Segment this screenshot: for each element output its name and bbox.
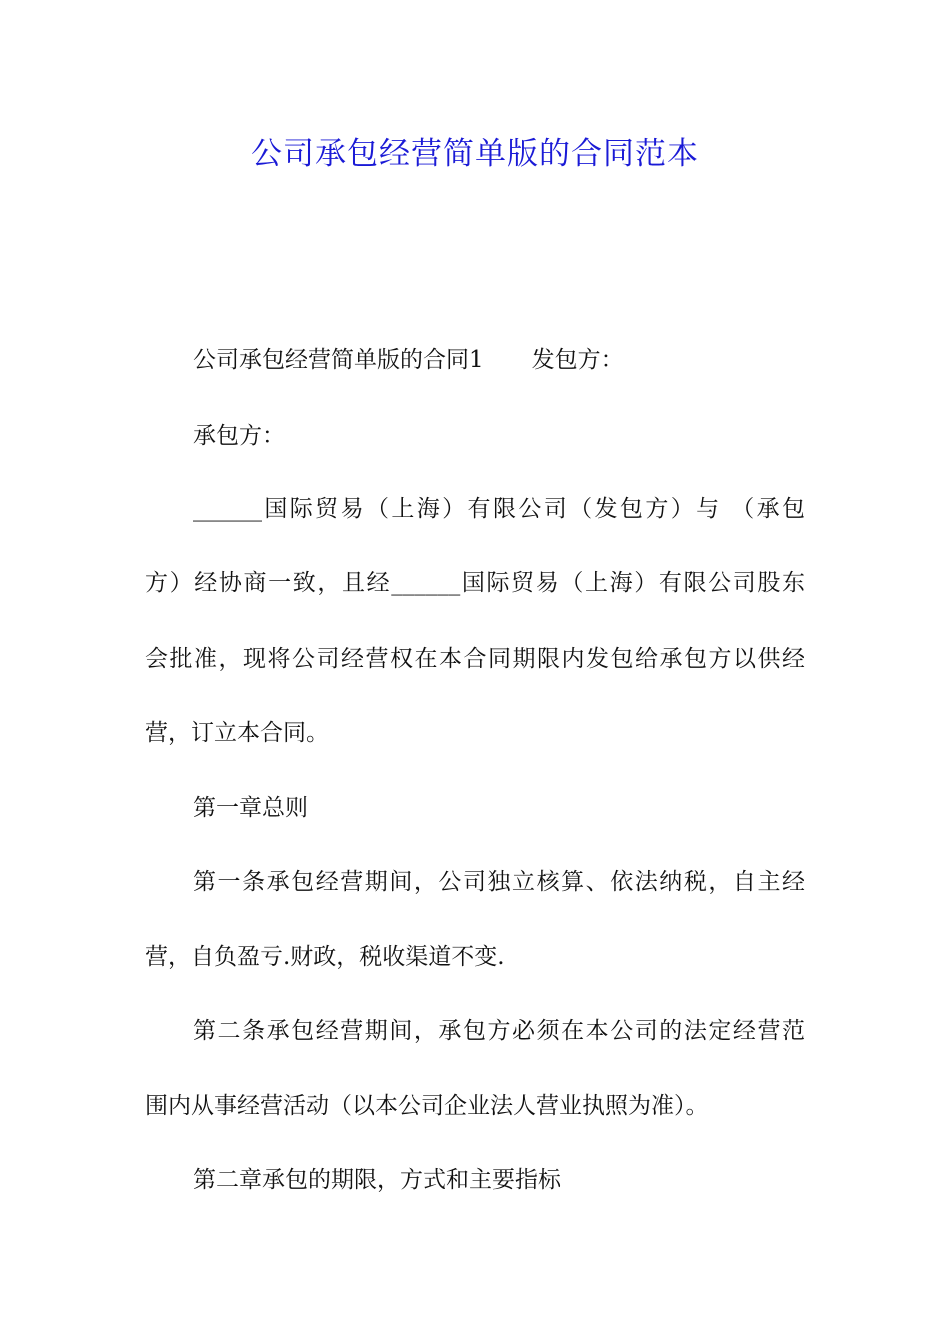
contract-heading-text: 公司承包经营简单版的合同1: [193, 347, 484, 373]
article-2-line-1: 第二条承包经营期间，承包方必须在本公司的法定经营范: [193, 1018, 805, 1044]
chapter-2-heading: 第二章承包的期限，方式和主要指标: [193, 1167, 561, 1193]
contractor-label: 承包方：: [193, 423, 285, 449]
article-1-line-2: 营，自负盈亏.财政，税收渠道不变.: [145, 944, 505, 970]
issuer-label: 发包方：: [531, 347, 624, 373]
paragraph-intro-line-2: 方）经协商一致，且经______国际贸易（上海）有限公司股东: [145, 570, 805, 596]
paragraph-contract-heading: [193, 345, 624, 375]
paragraph-intro-line-4: 营，订立本合同。: [145, 720, 329, 746]
paragraph-intro-line-3: 会批准，现将公司经营权在本合同期限内发包给承包方以供经: [145, 646, 805, 672]
document-title: 公司承包经营简单版的合同范本: [251, 136, 699, 172]
paragraph-intro-line-1: ______国际贸易（上海）有限公司（发包方）与 （承包: [193, 496, 805, 522]
chapter-1-heading: 第一章总则: [193, 795, 308, 821]
article-2-line-2: 围内从事经营活动（以本公司企业法人营业执照为准）。: [145, 1093, 709, 1119]
article-1-line-1: 第一条承包经营期间，公司独立核算、依法纳税，自主经: [193, 869, 805, 895]
